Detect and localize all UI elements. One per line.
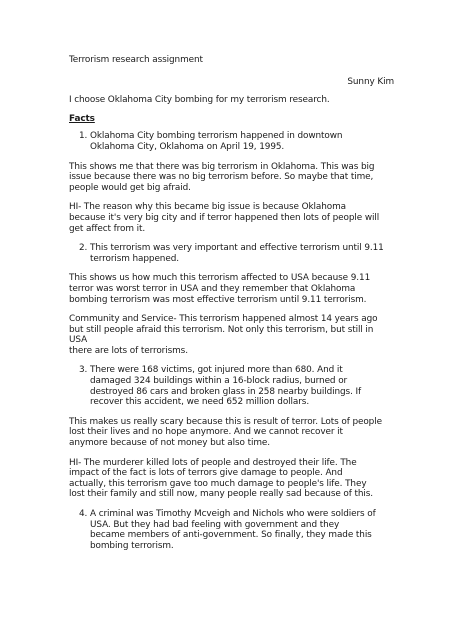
text-line: This terrorism was very important and effective terrorism until 9.11 <box>90 243 384 254</box>
fact-text <box>90 131 394 152</box>
fact-number: 1. <box>79 131 88 142</box>
text-line: terrorism happened. <box>90 253 179 264</box>
text-line: bombing terrorism. <box>90 540 174 551</box>
text-line: damaged 324 buildings within a 16-block radius, burned or <box>90 376 348 387</box>
text-line: This shows me that there was big terrorism in Oklahoma. This was big <box>69 161 375 172</box>
paragraph <box>69 417 394 449</box>
text-line: there are lots of terrorisms. <box>69 345 188 356</box>
text-line: became members of anti-government. So finally, they made this <box>90 530 372 541</box>
fact-item-3 <box>79 365 394 407</box>
text-line: USA. But they had bad feeling with government and they <box>90 519 340 530</box>
fact-item-4 <box>79 509 394 551</box>
text-line: HI- The reason why this became big issue is because Oklahoma <box>69 202 346 213</box>
text-line: actually, this terrorism gave too much damage to people's life. They <box>69 478 367 489</box>
document-body <box>69 55 394 560</box>
text-line: get affect from it. <box>69 223 146 234</box>
paragraph <box>69 202 394 234</box>
text-line: because it's very big city and if terror happened then lots of people will <box>69 212 380 223</box>
fact-item-1 <box>79 131 394 152</box>
fact-text <box>90 365 394 407</box>
facts-heading: Facts <box>69 113 95 124</box>
text-line: people would get big afraid. <box>69 182 191 193</box>
fact-item-2 <box>79 243 394 264</box>
fact-number: 3. <box>79 365 88 376</box>
text-line: terror was worst terror in USA and they remember that Oklahoma <box>69 283 356 294</box>
text-line: destroyed 86 cars and broken glass in 258 nearby buildings. If <box>90 386 362 397</box>
text-line: bombing terrorism was most effective terrorism until 9.11 terrorism. <box>69 294 367 305</box>
fact-text <box>90 243 394 264</box>
fact-text <box>90 509 394 551</box>
text-line: This makes us really scary because this is result of terror. Lots of people <box>69 416 382 427</box>
text-line: A criminal was Timothy Mcveigh and Nichols who were soldiers of <box>90 509 376 519</box>
text-line: but still people afraid this terrorism. Not only this terrorism, but still in USA <box>69 324 374 346</box>
paragraph <box>69 273 394 305</box>
fact-number: 4. <box>79 509 88 519</box>
text-line: This shows us how much this terrorism affected to USA because 9.11 <box>69 273 371 284</box>
text-line: HI- The murderer killed lots of people and destroyed their life. The <box>69 457 357 468</box>
fact-number: 2. <box>79 243 88 254</box>
intro-sentence: I choose Oklahoma City bombing for my terrorism research. <box>69 95 330 106</box>
text-line: issue because there was no big terrorism before. So maybe that time, <box>69 172 374 183</box>
author-name: Sunny Kim <box>347 76 394 87</box>
text-line: impact of the fact is lots of terrors give damage to people. And <box>69 468 343 479</box>
text-line: Community and Service- This terrorism happened almost 14 years ago <box>69 314 378 325</box>
text-line: lost their family and still now, many people really sad because of this. <box>69 489 374 500</box>
text-line: anymore because of not money but also time. <box>69 438 270 449</box>
text-line: Oklahoma City, Oklahoma on April 19, 1995. <box>90 141 285 152</box>
text-line: Oklahoma City bombing terrorism happened in downtown <box>90 131 343 142</box>
paragraph <box>69 314 394 356</box>
document-title: Terrorism research assignment <box>69 55 203 65</box>
text-line: recover this accident, we need 652 million dollars. <box>90 397 310 408</box>
paragraph <box>69 458 394 500</box>
text-line: There were 168 victims, got injured more than 680. And it <box>90 365 343 376</box>
text-line: lost their lives and no hope anymore. And we cannot recover it <box>69 427 343 438</box>
paragraph <box>69 162 394 194</box>
